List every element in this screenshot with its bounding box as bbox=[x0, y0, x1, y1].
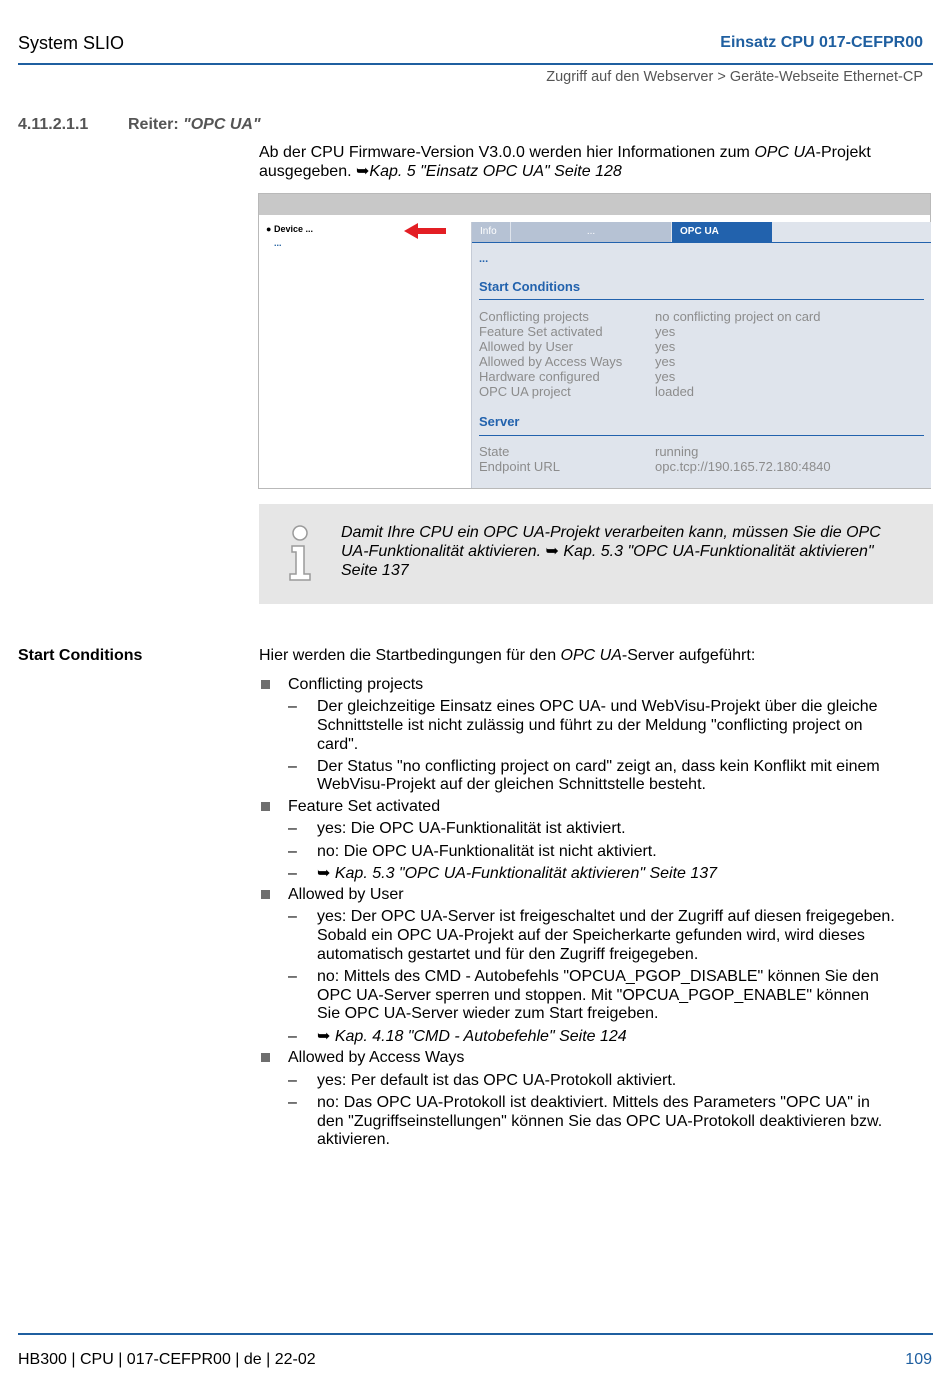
intro-paragraph bbox=[259, 143, 929, 181]
row-value: no conflicting project on card bbox=[655, 309, 821, 324]
dash-marker: – bbox=[288, 1072, 297, 1089]
note-ref-link[interactable]: Kap. 5.3 "OPC UA-Funktionalität aktivieren" Seite 137 bbox=[341, 543, 874, 579]
screenshot-titlebar bbox=[259, 194, 930, 215]
list-subitem: no: Die OPC UA-Funktionalität ist nicht aktiviert. bbox=[317, 843, 657, 860]
dash-marker: – bbox=[288, 820, 297, 837]
list-subitem: Der gleichzeitige Einsatz eines OPC UA- und WebVisu-Projekt über die gleiche bbox=[317, 698, 878, 715]
dash-marker: – bbox=[288, 843, 297, 860]
row-key: Endpoint URL bbox=[479, 459, 560, 474]
tab-other[interactable]: ... bbox=[511, 222, 671, 242]
row-key: OPC UA project bbox=[479, 384, 571, 399]
list-item: Allowed by Access Ways bbox=[288, 1049, 465, 1066]
list-subitem: Schnittstelle ist nicht zulässig und führt zu der Meldung "conflicting project on bbox=[317, 717, 863, 734]
header-product: System SLIO bbox=[18, 33, 125, 53]
row-value: yes bbox=[655, 339, 676, 354]
row-value: yes bbox=[655, 369, 676, 384]
list-subitem: yes: Die OPC UA-Funktionalität ist aktiviert. bbox=[317, 820, 626, 837]
header-breadcrumb: Zugriff auf den Webserver > Geräte-Webseite Ethernet-CP bbox=[546, 69, 923, 85]
row-key: State bbox=[479, 444, 510, 459]
section-title-prefix: Reiter: bbox=[128, 116, 179, 133]
sc-intro-end: -Server aufgeführt: bbox=[621, 647, 756, 664]
sc-intro-text: Hier werden die Startbedingungen für den bbox=[259, 647, 561, 664]
intro-emphasis: OPC UA bbox=[754, 144, 816, 161]
list-subitem: aktivieren. bbox=[317, 1131, 390, 1148]
list-item: Allowed by User bbox=[288, 886, 404, 903]
list-subitem: no: Das OPC UA-Protokoll ist deaktiviert. Mittels des Parameters "OPC UA" in bbox=[317, 1094, 870, 1111]
cross-ref-icon: ➥ bbox=[545, 543, 559, 560]
info-note bbox=[259, 504, 933, 604]
row-value: opc.tcp://190.165.72.180:4840 bbox=[655, 459, 831, 474]
row-key: Feature Set activated bbox=[479, 324, 603, 339]
row-value: yes bbox=[655, 354, 676, 369]
list-subitem: Der Status "no conflicting project on card" zeigt an, dass kein Konflikt mit einem bbox=[317, 758, 880, 775]
list-subitem: card". bbox=[317, 736, 359, 753]
list-subitem: no: Mittels des CMD - Autobefehls "OPCUA_PGOP_DISABLE" können Sie den bbox=[317, 968, 879, 985]
ref-link[interactable]: Kap. 5.3 "OPC UA-Funktionalität aktivieren" Seite 137 bbox=[334, 865, 718, 882]
bullet-icon bbox=[261, 680, 270, 689]
footer-divider bbox=[18, 1333, 933, 1335]
list-item: Conflicting projects bbox=[288, 676, 424, 693]
footer-doc-id: HB300 | CPU | 017-CEFPR00 | de | 22-02 bbox=[18, 1351, 316, 1368]
arrow-left-icon bbox=[404, 223, 446, 239]
tab-info[interactable]: Info bbox=[472, 222, 510, 242]
start-conditions-divider bbox=[479, 299, 924, 300]
note-text bbox=[341, 523, 901, 580]
list-subitem: yes: Per default ist das OPC UA-Protokoll aktiviert. bbox=[317, 1072, 677, 1089]
bullet-icon bbox=[261, 1053, 270, 1062]
header-chapter: Einsatz CPU 017-CEFPR00 bbox=[720, 34, 923, 51]
info-icon bbox=[285, 524, 315, 582]
start-conditions-intro bbox=[259, 647, 755, 665]
section-title-name: "OPC UA" bbox=[183, 116, 261, 133]
header-divider bbox=[18, 63, 933, 65]
cross-ref-icon: ➥ bbox=[355, 163, 370, 180]
dash-marker: – bbox=[288, 698, 297, 715]
web-page-screenshot bbox=[258, 193, 931, 489]
start-conditions-label: Start Conditions bbox=[18, 647, 143, 664]
row-value: yes bbox=[655, 324, 676, 339]
row-value: loaded bbox=[655, 384, 695, 399]
list-subitem: den "Zugriffseinstellungen" können Sie das OPC UA-Protokoll deaktivieren bzw. bbox=[317, 1113, 883, 1130]
info-panel bbox=[471, 222, 931, 488]
list-subitem: Sobald ein OPC UA-Projekt auf der Speicherkarte gefunden wird, wird dieses bbox=[317, 927, 865, 944]
intro-ref-link[interactable]: Kap. 5 "Einsatz OPC UA" Seite 128 bbox=[369, 163, 622, 180]
dash-marker: – bbox=[288, 968, 297, 985]
list-subitem: automatisch gestartet und für den Zugriff freigegeben. bbox=[317, 946, 699, 963]
page-number: 109 bbox=[905, 1351, 932, 1368]
list-item: Feature Set activated bbox=[288, 798, 441, 815]
section-number: 4.11.2.1.1 bbox=[18, 116, 89, 133]
dash-marker: – bbox=[288, 1094, 297, 1111]
sc-intro-emphasis: OPC UA bbox=[560, 647, 622, 664]
ref-link[interactable]: Kap. 4.18 "CMD - Autobefehle" Seite 124 bbox=[334, 1028, 627, 1045]
cross-ref-icon: ➥ bbox=[317, 865, 331, 882]
row-key: Conflicting projects bbox=[479, 309, 589, 324]
dash-marker: – bbox=[288, 1028, 297, 1045]
row-key: Allowed by Access Ways bbox=[479, 354, 623, 369]
dash-marker: – bbox=[288, 865, 297, 882]
device-tree-label: Device ... bbox=[273, 224, 313, 234]
list-subitem: yes: Der OPC UA-Server ist freigeschaltet und der Zugriff auf diesen freigegeben. bbox=[317, 908, 895, 925]
start-conditions-heading: Start Conditions bbox=[479, 279, 581, 294]
tree-bullet-icon: ● bbox=[266, 224, 272, 234]
dash-marker: – bbox=[288, 908, 297, 925]
row-key: Hardware configured bbox=[479, 369, 600, 384]
bullet-icon bbox=[261, 890, 270, 899]
list-subitem: Sie OPC UA-Server wieder zum Start freigeben. bbox=[317, 1005, 659, 1022]
list-ref bbox=[317, 1028, 627, 1047]
list-ref bbox=[317, 865, 717, 884]
tab-underline bbox=[472, 242, 931, 243]
server-divider bbox=[479, 435, 924, 436]
intro-text-end: -Projekt ausgegeben. bbox=[259, 144, 871, 180]
list-subitem: OPC UA-Server sperren und stoppen. Mit "OPCUA_PGOP_ENABLE" können bbox=[317, 987, 870, 1004]
device-tree-subitem[interactable]: ... bbox=[274, 238, 282, 248]
cross-ref-icon: ➥ bbox=[317, 1028, 331, 1045]
server-heading: Server bbox=[479, 414, 520, 429]
row-value: running bbox=[655, 444, 699, 459]
bullet-icon bbox=[261, 802, 270, 811]
section-title bbox=[128, 116, 261, 134]
dash-marker: – bbox=[288, 758, 297, 775]
device-tree-item[interactable] bbox=[266, 224, 313, 234]
intro-text: Ab der CPU Firmware-Version V3.0.0 werden hier Informationen zum bbox=[259, 144, 755, 161]
tab-opc-ua[interactable]: OPC UA bbox=[672, 222, 772, 242]
list-subitem: WebVisu-Projekt auf der gleichen Schnittstelle besteht. bbox=[317, 776, 706, 793]
note-body: Damit Ihre CPU ein OPC UA-Projekt verarbeiten kann, müssen Sie die OPC UA-Funktionalität aktivieren. bbox=[341, 524, 881, 560]
row-key: Allowed by User bbox=[479, 339, 573, 354]
panel-breadcrumb: ... bbox=[479, 253, 489, 265]
